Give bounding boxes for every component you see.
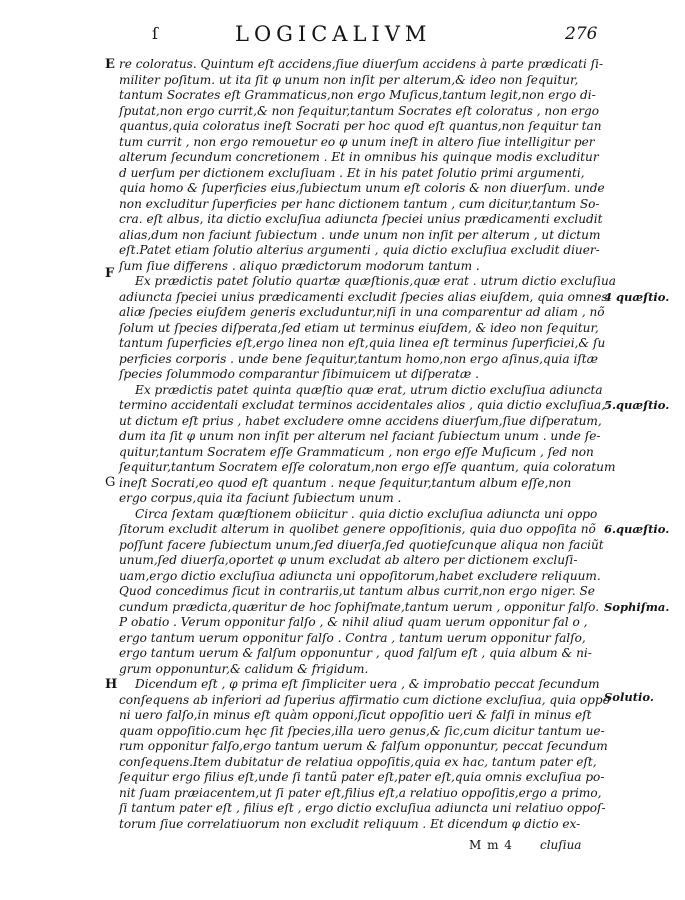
text-line: aliæ ſpecies eiuſdem generis excluduntur,niſi in una comparentur ad aliam , nõ (119, 305, 605, 319)
text-line: torum ſiue correlatiuorum non excludit reliquum . Et dicendum φ dictio ex- (119, 816, 581, 831)
margin-note-sophisma: Sophiſma. (604, 600, 670, 614)
text-line: Quod concedimus ſicut in contrariis,ut tantum albus currit,non ergo niger. Se (119, 584, 595, 598)
text-line: ſequitur ergo filius eſt,unde ſi tantũ pater eſt,pater eſt,quia omnis excluſiua po- (119, 770, 605, 784)
body-text (119, 57, 616, 832)
text-line: unum,ſed diuerſa,oportet φ unum excludat ab altero per dictionem excluſi- (119, 553, 578, 567)
text-line: quitur,tantum Socratem eſſe Grammaticum , non ergo eſſe Muſicum , ſed non (119, 444, 594, 459)
text-line: quia homo & ſuperficies eius,ſubiectum unum eſt coloris & non diuerſum. unde (119, 181, 605, 195)
text-line: ineſt Socrati,eo quod eſt quantum . neque ſequitur,tantum album eſſe,non (119, 475, 572, 490)
text-line: Circa ſextam quæſtionem obiicitur . quia dictio excluſiua adiuncta uni oppo (135, 506, 598, 521)
text-line: dum ita ſit φ unum non inſit per alterum nel faciant ſubiectum unum . unde ſe- (119, 429, 601, 443)
text-line: grum opponuntur,& calidum & frigidum. (119, 661, 369, 676)
section-letter-g: G (105, 475, 116, 490)
running-title: LOGICALIVM (235, 22, 432, 46)
text-line: ſum ſiue differens . aliquo prædictorum modorum tantum . (119, 258, 480, 273)
text-line: poſſunt facere ſubiectum unum,ſed diuerſa,ſed quotieſcunque aliqua non faciũt (119, 537, 604, 552)
text-line: perficies corporis . unde bene ſequitur,tantum homo,non ergo aſinus,quia iſtæ (119, 351, 599, 366)
text-line: militer poſitum. ut ita ſit φ unum non inſit per alterum,& ideo non ſequitur, (119, 72, 579, 87)
running-header (0, 22, 685, 52)
text-line: non excluditur ſuperficies per hanc dictionem tantum , cum dicitur,tantum So- (119, 196, 600, 211)
section-letter-e: E (105, 57, 115, 72)
text-line: P obatio . Verum opponitur falſo , & nihil aliud quam uerum opponitur fal o , (119, 615, 588, 629)
text-line: ergo corpus,quia ita faciunt ſubiectum unum . (119, 491, 402, 505)
text-line: ut dictum eſt prius , habet excludere omne accidens diuerſum,ſiue diſperatum, (119, 413, 602, 428)
text-line: alias,dum non faciunt ſubiectum . unde unum non inſit per alterum , ut dictum (119, 227, 601, 242)
text-line: Ex prædictis patet ſolutio quartæ quæſtionis,quæ erat . utrum dictio excluſiua (135, 274, 616, 288)
text-line: tantum ſuperficies eſt,ergo linea non eſt,quia linea eſt terminus ſuperficiei,& ſu (119, 336, 606, 350)
text-line: ſolum ut ſpecies diſperata,ſed etiam ut terminus eiuſdem, & ideo non ſequitur, (119, 320, 599, 335)
text-line: tum currit , non ergo remouetur eo φ unum ineſt in altero ſiue intelligitur per (119, 134, 595, 149)
text-line: conſequens ab inferiori ad ſuperius affirmatio cum dictione excluſiua, quia oppo (119, 692, 610, 707)
section-letter-h: H (105, 677, 118, 692)
text-line: alterum ſecundum concretionem . Et in omnibus his quinque modis excluditur (119, 150, 599, 164)
text-line: ni uero falſo,in minus eſt quàm opponi,ſicut oppoſitio ueri & falſi in minus eſt (119, 708, 592, 722)
text-line: cra. eſt albus, ita dictio excluſiua adiuncta ſpeciei unius prædicamenti excludit (119, 212, 603, 226)
margin-note-quaestio-4: 4 quæſtio. (604, 290, 670, 304)
text-line: rum opponitur falſo,ergo tantum uerum & falſum opponuntur, peccat ſecundum (119, 739, 608, 753)
text-line: ſi tantum pater eſt , filius eſt , ergo dictio excluſiua adiuncta uni relatiuo oppoſ- (119, 801, 606, 815)
text-line: ſpecies ſolummodo comparantur ſibimuicem ut diſperatæ . (119, 367, 479, 381)
text-line: conſequens.Item dubitatur de relatiua oppoſitis,quia ex hac, tantum pater eſt, (119, 754, 597, 769)
text-line: termino accidentali excludat terminos accidentales alios , quia dictio excluſiua, (119, 398, 606, 412)
text-line: cundum prædicta,quæritur de hoc ſophiſmate,tantum uerum , opponitur falſo. (119, 599, 600, 614)
text-line: adiuncta ſpeciei unius prædicamenti excludit ſpecies alias eiuſdem, quia omnes (119, 289, 608, 304)
text-line: re coloratus. Quintum eſt accidens,ſiue diuerſum accidens à parte prædicati ſi- (119, 57, 604, 71)
header-ornament: ſ (152, 24, 158, 43)
text-line: ergo tantum uerum & falſum opponuntur , quod falſum eſt , quia album & ni- (119, 646, 592, 660)
text-line: tantum Socrates eſt Grammaticus,non ergo Muſicus,tantum legit,non ergo di- (119, 88, 596, 102)
section-letter-f: F (105, 266, 115, 281)
text-line: uam,ergo dictio excluſiua adiuncta uni oppoſitorum,habet excludere reliquum. (119, 568, 601, 583)
text-line: Ex prædictis patet quinta quæſtio quæ erat, utrum dictio excluſiua adiuncta (135, 382, 603, 397)
text-line: ſitorum excludit alterum in quolibet genere oppoſitionis, quia duo oppoſita nõ (119, 522, 596, 536)
signature-mark: M m 4 (469, 838, 513, 852)
catchword: cluſiua (540, 838, 582, 852)
text-line: nit ſuam præiacentem,ut ſi pater eſt,filius eſt,a relatiuo oppoſitis,ergo a primo, (119, 785, 602, 800)
margin-note-solutio: Solutio. (604, 690, 654, 704)
margin-note-quaestio-6: 6.quæſtio. (604, 522, 670, 536)
margin-note-quaestio-5: 5.quæſtio. (604, 398, 670, 412)
text-line: quantus,quia coloratus ineſt Socrati per hoc quod eſt quantus,non ſequitur tan (119, 119, 602, 133)
text-line: Dicendum eſt , φ prima eſt ſimpliciter uera , & improbatio peccat ſecundum (135, 677, 600, 691)
text-line: ſputat,non ergo currit,& non ſequitur,tantum Socrates eſt coloratus , non ergo (119, 103, 600, 118)
page-number: 276 (565, 24, 598, 44)
text-line: eſt.Patet etiam ſolutio alterius argumenti , quia dictio excluſiua excludit diuer- (119, 243, 600, 257)
text-line: ſequitur,tantum Socratem eſſe coloratum,non ergo eſſe quantum, quia coloratum (119, 460, 616, 474)
text-line: quam oppoſitio.cum hęc ſit ſpecies,illa uero genus,& ſic,cum dicitur tantum ue- (119, 723, 605, 738)
text-line: ergo tantum uerum opponitur falſo . Contra , tantum uerum opponitur falſo, (119, 630, 586, 645)
text-line: d uerſum per dictionem excluſiuam . Et in his patet ſolutio primi argumenti, (119, 165, 585, 180)
